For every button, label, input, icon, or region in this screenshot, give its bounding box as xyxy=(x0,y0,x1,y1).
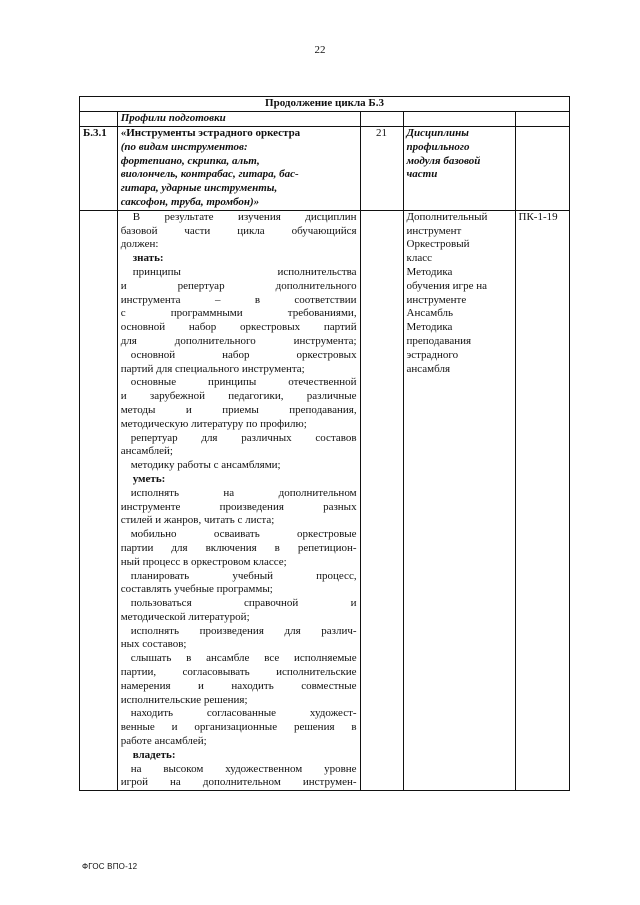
outcome-line: составлять учебные программы; xyxy=(120,583,273,596)
outcome-line: с программными требованиями, xyxy=(120,307,357,320)
profiles-label: Профили подготовки xyxy=(117,112,360,127)
outcome-line: для дополнительного инструмента; xyxy=(120,334,357,347)
outcome-line: инструмента – в соответствии xyxy=(120,293,357,306)
profiles-row xyxy=(80,112,570,127)
outcome-line: мобильно осваивать оркестровые xyxy=(130,528,357,541)
discipline-item: инструмент xyxy=(406,224,462,237)
outcome-line: стилей и жанров, читать с листа; xyxy=(120,514,275,527)
discipline-item: Дополнительный xyxy=(406,210,488,223)
instruments-list: (по видам инструментов: xyxy=(120,140,248,153)
learning-outcomes xyxy=(117,210,360,790)
outcome-line: партии для включения в репетицион- xyxy=(120,541,357,554)
instruments-description xyxy=(117,127,360,211)
outcome-line: планировать учебный процесс, xyxy=(130,569,357,582)
outcome-line: методической литературой; xyxy=(120,610,250,623)
discipline-item: Ансамбль xyxy=(406,307,454,320)
outcome-line: инструменте произведения разных xyxy=(120,500,357,513)
outcome-line: пользоваться справочной и xyxy=(130,597,357,610)
footer-standard-code: ФГОС ВПО-12 xyxy=(82,862,138,871)
outcome-line: основные принципы отечественной xyxy=(130,376,357,389)
outcome-line: на высоком художественном уровне xyxy=(130,762,357,775)
instruments-list: фортепиано, скрипка, альт, xyxy=(120,154,260,167)
section-heading-master: владеть: xyxy=(132,748,176,761)
outcome-line: методику работы с ансамблями; xyxy=(130,459,281,472)
discipline-item: преподавания xyxy=(406,334,472,347)
outcome-line: репертуар для различных составов xyxy=(130,431,357,444)
outcome-line: исполнять на дополнительном xyxy=(130,486,357,499)
outcome-line: В результате изучения дисциплин xyxy=(132,210,357,223)
outcome-line: партий для специального инструмента; xyxy=(120,362,305,375)
disciplines-list xyxy=(403,210,515,790)
outcome-line: работе ансамблей; xyxy=(120,735,207,748)
outcome-line: основной набор оркестровых xyxy=(130,348,357,361)
credits-value: 21 xyxy=(360,127,403,211)
instruments-list: саксофон, труба, тромбон)» xyxy=(120,195,260,208)
outcome-line: принципы исполнительства xyxy=(132,265,357,278)
discipline-item: класс xyxy=(406,252,432,265)
outcome-line: слышать в ансамбле все исполняемые xyxy=(130,652,357,665)
discipline-item: Методика xyxy=(406,265,453,278)
discipline-item: ансамбля xyxy=(406,362,451,375)
instruments-list: виолончель, контрабас, гитара, бас- xyxy=(120,168,299,181)
outcome-line: игрой на дополнительном инструмен- xyxy=(120,776,357,789)
outcome-line: венные и организационные решения в xyxy=(120,721,357,734)
outcome-line: основной набор оркестровых партий xyxy=(120,321,357,334)
outcome-line: ный процесс в оркестровом классе; xyxy=(120,555,287,568)
instrument-row xyxy=(80,127,570,211)
discipline-item: эстрадного xyxy=(406,348,459,361)
outcome-line: ансамблей; xyxy=(120,445,173,458)
outcome-line: исполнять произведения для различ- xyxy=(130,624,357,637)
outcome-line: находить согласованные художест- xyxy=(130,707,357,720)
outcome-line: должен: xyxy=(120,238,159,251)
discipline-code: Б.3.1 xyxy=(80,127,118,211)
curriculum-table xyxy=(79,96,570,791)
outcome-line: базовой части цикла обучающийся xyxy=(120,224,357,237)
content-row xyxy=(80,210,570,790)
outcome-line: и репертуар дополнительного xyxy=(120,279,357,292)
outcome-line: и зарубежной педагогики, различные xyxy=(120,390,357,403)
discipline-item: Методика xyxy=(406,321,453,334)
instruments-title: «Инструменты эстрадного оркестра xyxy=(120,127,301,139)
discipline-item: Оркестровый xyxy=(406,238,470,251)
instruments-list: гитара, ударные инструменты, xyxy=(120,182,278,195)
page-number: 22 xyxy=(314,44,326,56)
section-heading-know: знать: xyxy=(132,252,164,265)
competency-codes: ПК-1-19 xyxy=(515,210,569,790)
continuation-title: Продолжение цикла Б.3 xyxy=(80,97,570,112)
outcome-line: методическую литературу по профилю; xyxy=(120,417,307,430)
discipline-item: инструменте xyxy=(406,293,467,306)
outcome-line: исполнительские решения; xyxy=(120,693,248,706)
module-label: Дисциплины профильного модуля базовой части xyxy=(403,127,515,211)
outcome-line: методы и приемы преподавания, xyxy=(120,403,357,416)
outcome-line: ных составов; xyxy=(120,638,187,651)
table-title-row xyxy=(80,97,570,112)
outcome-line: партии, согласовывать исполнительские xyxy=(120,666,357,679)
outcome-line: намерения и находить совместные xyxy=(120,679,357,692)
discipline-item: обучения игре на xyxy=(406,279,487,292)
section-heading-can: уметь: xyxy=(132,472,166,485)
